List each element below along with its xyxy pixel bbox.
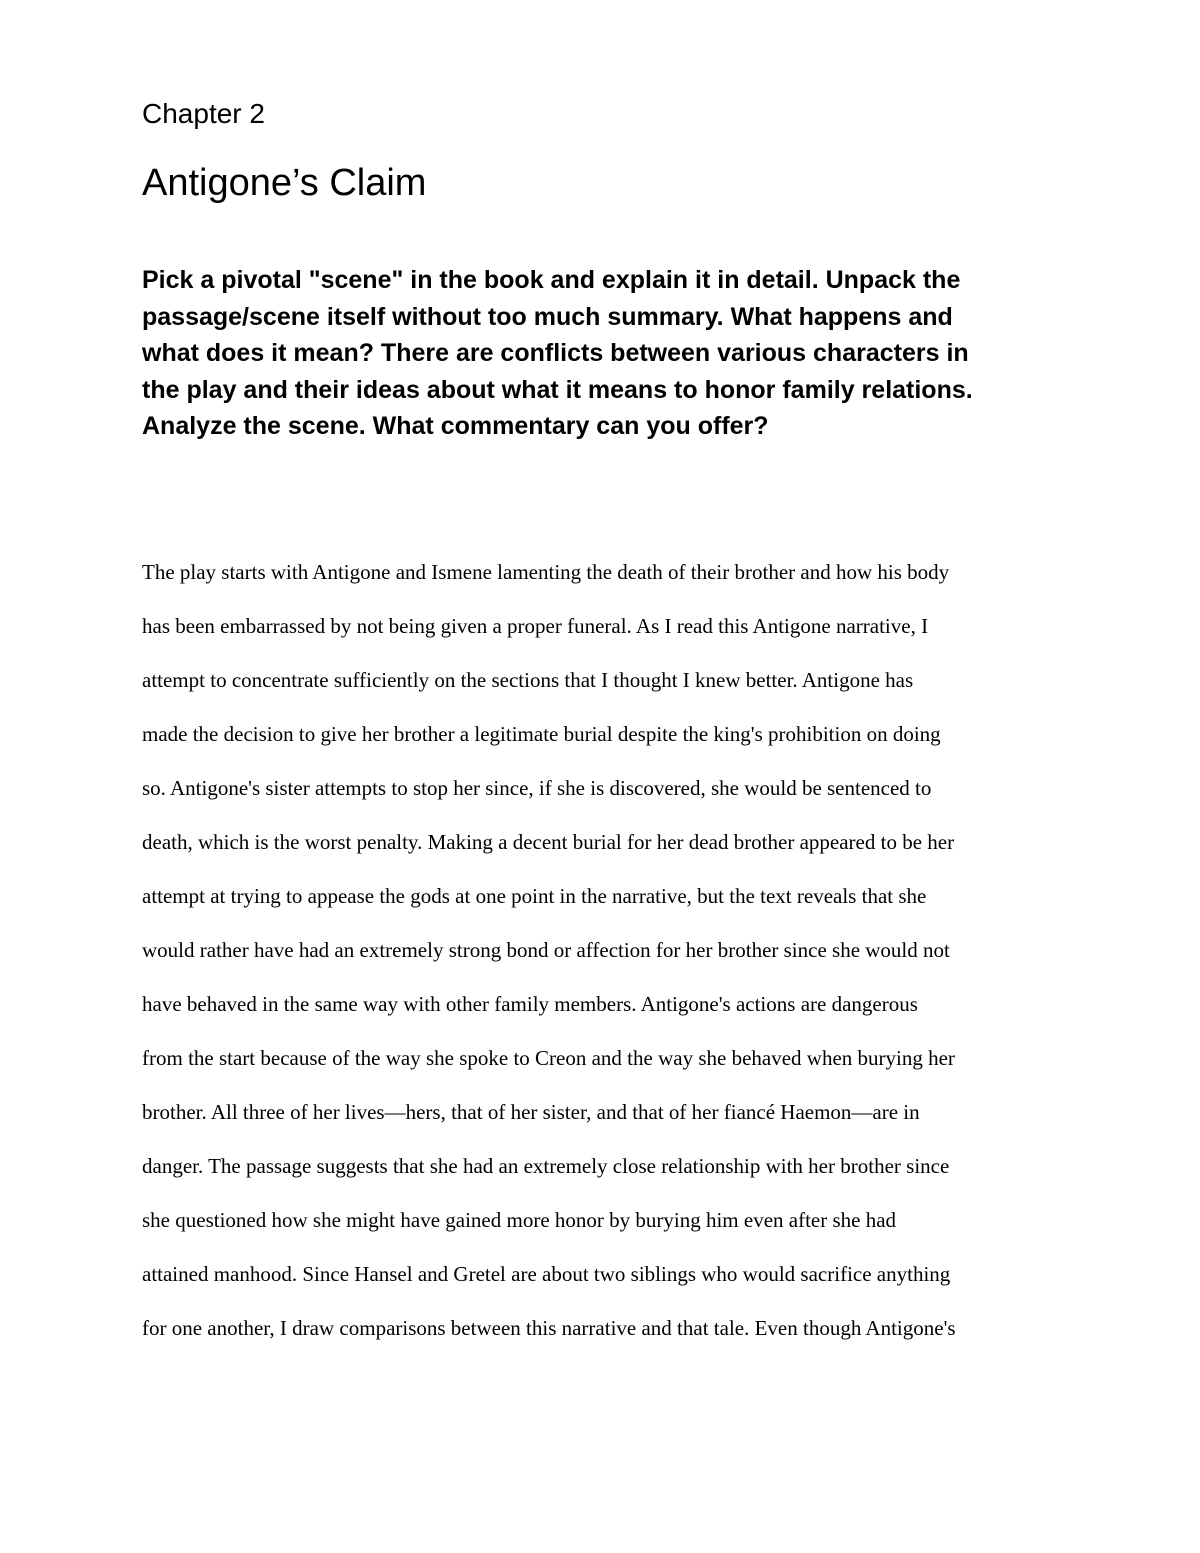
prompt-line: the play and their ideas about what it means to honor family relations. — [142, 375, 973, 404]
body-line: have behaved in the same way with other family members. Antigone's actions are dangerous — [142, 992, 918, 1016]
body-line: from the start because of the way she spoke to Creon and the way she behaved when burying her — [142, 1046, 955, 1070]
prompt-line: passage/scene itself without too much summary. What happens and — [142, 302, 953, 331]
body-line: death, which is the worst penalty. Making a decent burial for her dead brother appeared to be her — [142, 830, 955, 854]
chapter-title: Antigone’s Claim — [142, 162, 427, 204]
assignment-prompt — [142, 262, 1082, 445]
body-line: attempt at trying to appease the gods at one point in the narrative, but the text reveals that she — [142, 884, 927, 908]
body-line: made the decision to give her brother a legitimate burial despite the king's prohibition on doing — [142, 722, 941, 746]
body-line: would rather have had an extremely strong bond or affection for her brother since she would not — [142, 938, 950, 962]
body-line: has been embarrassed by not being given a proper funeral. As I read this Antigone narrative, I — [142, 614, 929, 638]
body-line: The play starts with Antigone and Ismene lamenting the death of their brother and how his body — [142, 560, 950, 584]
prompt-line: Analyze the scene. What commentary can you offer? — [142, 412, 769, 441]
prompt-line: what does it mean? There are conflicts between various characters in — [142, 339, 969, 368]
body-line: so. Antigone's sister attempts to stop her since, if she is discovered, she would be sentenced to — [142, 776, 932, 800]
chapter-label: Chapter 2 — [142, 98, 265, 129]
body-line: she questioned how she might have gained more honor by burying him even after she had — [142, 1208, 897, 1232]
body-line: attempt to concentrate sufficiently on the sections that I thought I knew better. Antigone has — [142, 668, 914, 692]
body-line: for one another, I draw comparisons between this narrative and that tale. Even though Antigone's — [142, 1316, 956, 1340]
body-line: attained manhood. Since Hansel and Gretel are about two siblings who would sacrifice anything — [142, 1262, 951, 1286]
prompt-line: Pick a pivotal "scene" in the book and explain it in detail. Unpack the — [142, 266, 961, 294]
essay-body — [142, 545, 1072, 1355]
body-line: danger. The passage suggests that she had an extremely close relationship with her brother since — [142, 1154, 950, 1178]
body-line: brother. All three of her lives—hers, that of her sister, and that of her fiancé Haemon—are in — [142, 1100, 920, 1124]
